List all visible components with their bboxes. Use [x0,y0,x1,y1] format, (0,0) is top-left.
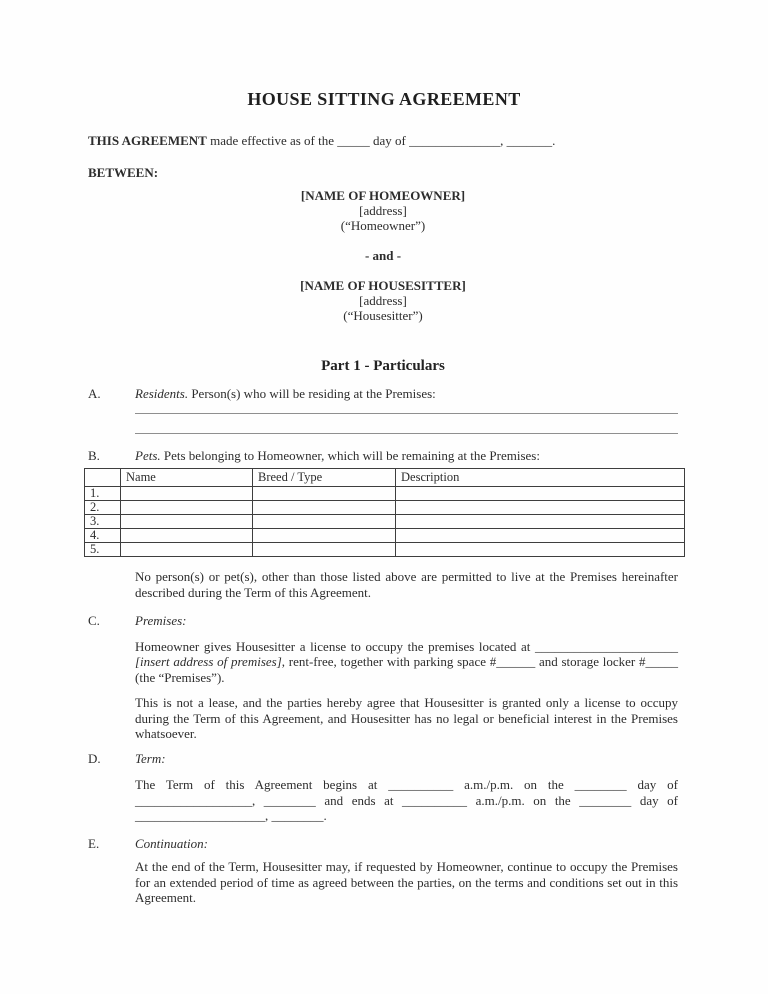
pet-name-cell [121,515,253,529]
pets-table [84,468,685,557]
pet-description-cell [396,487,685,501]
section-d-term [88,751,678,767]
pet-description-cell [396,529,685,543]
parties-block [88,188,678,323]
section-c-premises [88,613,678,629]
section-a-text [135,386,678,402]
section-e-continuation [88,836,678,852]
section-c-letter: C. [88,613,100,628]
and-separator: - and - [364,248,402,263]
section-a-label: Residents. [135,386,189,401]
pets-header-name: Name [121,469,253,487]
section-b-text [135,448,678,464]
intro-text: made effective as of the _____ day of ______________, _______. [206,133,556,148]
pet-breed-cell [253,529,396,543]
premises-paragraph-2: This is not a lease, and the parties hereby agree that Housesitter is granted only a license to occupy during the Term of this Agreement, and Housesitter has no legal or beneficial interest in the Premises whatsoever. [135,695,678,741]
pets-table-row [85,487,685,501]
pet-description-cell [396,515,685,529]
section-d-letter: D. [88,750,101,766]
pet-breed-cell [253,515,396,529]
pet-row-number: 4. [85,529,121,543]
premises-paragraph-1 [135,639,678,686]
pet-description-cell [396,501,685,515]
section-b-pets [88,448,678,464]
section-d-text [135,751,678,767]
residents-blank-line-2 [135,414,678,434]
insert-address-placeholder: [insert address of premises] [135,654,282,669]
pet-name-cell [121,501,253,515]
pet-description-cell [396,543,685,557]
section-b-desc: Pets belonging to Homeowner, which will be remaining at the Premises: [160,447,540,463]
pet-row-number: 5. [85,543,121,557]
pet-row-number: 3. [85,515,121,529]
pet-row-number: 2. [85,501,121,515]
section-b-letter: B. [88,447,100,463]
section-a-desc: Person(s) who will be residing at the Premises: [188,386,436,401]
document-title: HOUSE SITTING AGREEMENT [247,89,521,109]
housesitter-address: [address] [359,293,407,308]
pets-table-header-row [85,469,685,487]
no-extra-pets-note: No person(s) or pet(s), other than those listed above are permitted to live at the Premises hereinafter described during the Term of this Agreement. [135,569,678,600]
housesitter-name: [NAME OF HOUSESITTER] [300,278,466,293]
pet-name-cell [121,543,253,557]
section-b-label: Pets. [135,447,161,463]
intro-bold-lead: THIS AGREEMENT [88,133,207,148]
pets-table-row [85,515,685,529]
part1-heading: Part 1 - Particulars [321,358,445,374]
premises-p1-tail: , rent-free, together with parking space #______ and storage locker #_____ (the “Premises”). [135,654,678,685]
homeowner-address: [address] [359,203,407,218]
pets-table-row [85,543,685,557]
document-body [88,133,678,906]
section-a-residents [88,386,678,402]
continuation-paragraph: At the end of the Term, Housesitter may, if requested by Homeowner, continue to occupy the Premises for an extended period of time as agreed between the parties, on the terms and conditions set out in this Agreement. [135,859,678,905]
section-e-text [135,836,678,852]
residents-blank-line-1 [135,402,678,414]
pets-table-row [85,529,685,543]
intro-paragraph [88,133,678,149]
pet-row-number: 1. [85,487,121,501]
pet-breed-cell [253,501,396,515]
section-c-text [135,613,678,629]
pets-header-number [85,469,121,487]
section-e-label: Continuation: [135,835,208,851]
pet-name-cell [121,487,253,501]
pet-breed-cell [253,487,396,501]
section-c-label: Premises: [135,613,187,628]
pets-header-breed: Breed / Type [253,469,396,487]
between-label: BETWEEN: [88,164,159,180]
housesitter-alias: (“Housesitter”) [343,308,423,323]
section-a-letter: A. [88,386,101,401]
section-e-letter: E. [88,835,100,851]
term-paragraph: The Term of this Agreement begins at __________ a.m./p.m. on the ________ day of __________________, ________ and ends at __________ a.m./p.m. on the ________ day of ____________________, ________. [135,777,678,823]
pet-name-cell [121,529,253,543]
pet-breed-cell [253,543,396,557]
pets-table-row [85,501,685,515]
homeowner-alias: (“Homeowner”) [340,218,426,233]
premises-p1-lead: Homeowner gives Housesitter a license to occupy the premises located at ______________________ [135,638,678,654]
homeowner-name: [NAME OF HOMEOWNER] [300,188,466,203]
pets-header-description: Description [396,469,685,487]
section-d-label: Term: [135,750,166,766]
